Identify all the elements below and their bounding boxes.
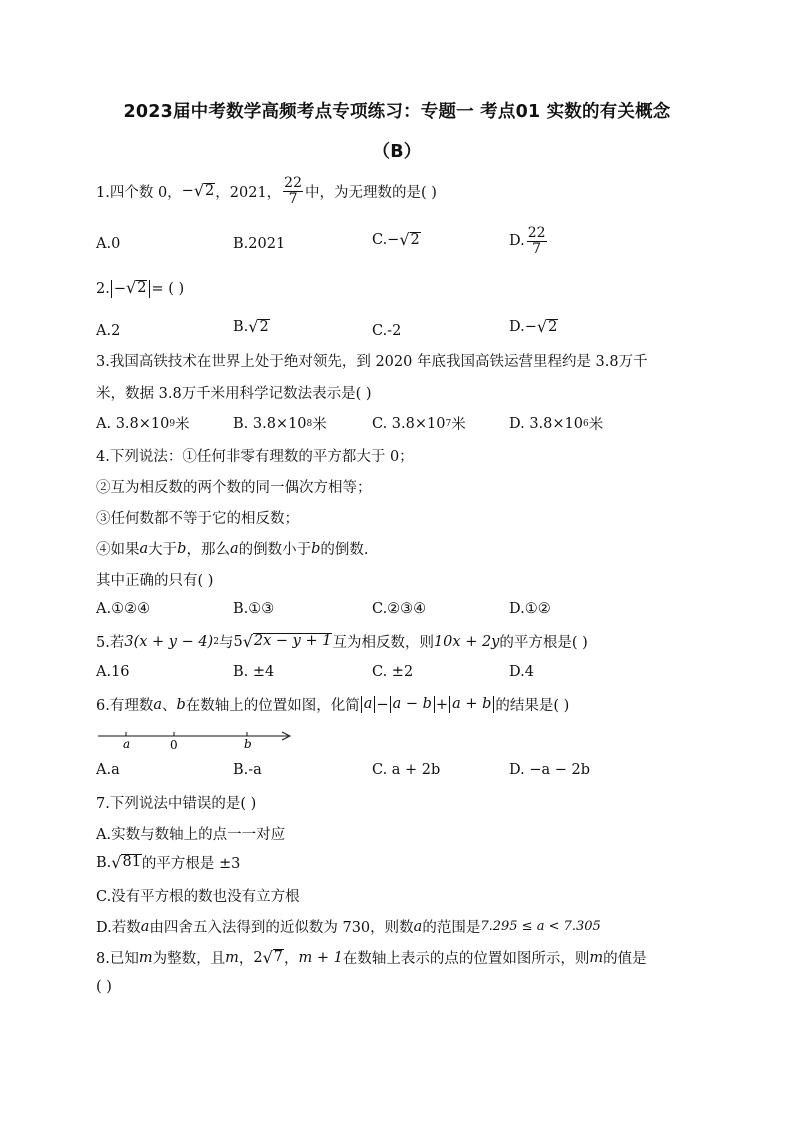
- q4-var-a2: a: [229, 540, 239, 557]
- q4-l4-e: 的倒数.: [320, 542, 369, 558]
- q1-fraction-num: 22: [284, 175, 302, 191]
- q2-option-d-prefix: D.−: [509, 319, 537, 336]
- q4-var-a: a: [139, 540, 149, 557]
- page-title-line2: （B）: [372, 142, 422, 162]
- q6-suffix: 的结果是( ): [495, 698, 570, 714]
- q4-option-c: C.②③④: [372, 601, 427, 617]
- q7-option-b-suffix: 的平方根是 ±3: [141, 856, 241, 872]
- q5-expr1: 3(x + y − 4): [124, 633, 214, 650]
- q4-var-b2: b: [311, 540, 321, 557]
- q5-exp1: 2: [213, 636, 219, 647]
- question-2-stem: [96, 280, 184, 298]
- q3-option-a-exp: 9: [169, 418, 176, 429]
- q2-option-b-sqrt: √ 2: [248, 317, 269, 337]
- question-4-stem-line2: ②互为相反数的两个数的同一偶次方相等；: [96, 480, 372, 496]
- q5-coef: 5: [233, 633, 243, 650]
- q1-prefix: 1.四个数 0，: [96, 184, 182, 201]
- q8-var-m2: m: [225, 949, 239, 966]
- q8-coef: 2: [253, 949, 263, 966]
- q2-sqrt: √ 2: [126, 278, 147, 298]
- q6-option-b: B.-a: [233, 762, 262, 778]
- q2-abs-minus: −: [113, 281, 126, 298]
- q4-l4-c: ，那么: [186, 542, 230, 558]
- question-8-stem-line2: ( ): [96, 979, 112, 995]
- q5-option-d: D.4: [509, 664, 534, 680]
- q7-option-b-sqrt: √ 81: [111, 852, 141, 872]
- q8-mid3: ，: [284, 951, 299, 967]
- page-title-line1: 2023届中考数学高频考点专项练习：专题一 考点01 实数的有关概念: [123, 102, 671, 122]
- q8-sqrt: √ 7: [262, 947, 284, 967]
- question-7-stem: 7.下列说法中错误的是( ): [96, 796, 257, 812]
- number-line-label-0: 0: [170, 738, 178, 752]
- q8-mid2: ，: [238, 951, 254, 967]
- q7-option-d-range: 7.295 ≤ a < 7.305: [480, 919, 601, 934]
- question-4-stem-line1: 4.下列说法：①任何非零有理数的平方都大于 0；: [96, 449, 414, 465]
- q7-option-d-mid2: 的范围是: [422, 920, 481, 936]
- q1-option-c-radicand: 2: [410, 232, 420, 248]
- q3-option-a-unit: 米: [175, 417, 190, 433]
- q1-option-d: [509, 226, 549, 256]
- q1-sep: ，2021，: [215, 184, 282, 201]
- q6-abs3-content: a + b: [452, 696, 492, 713]
- q6-prefix: 6.有理数: [96, 698, 154, 714]
- q5-expr2: 10x + 2y: [433, 633, 500, 650]
- q1-option-a: A.0: [96, 236, 121, 252]
- q4-option-d: D.①②: [509, 601, 551, 617]
- q4-l4-b: 大于: [148, 542, 178, 558]
- q4-option-a: A.①②④: [96, 601, 151, 617]
- q6-abs2-content: a − b: [392, 696, 432, 713]
- q6-var-b: b: [176, 696, 186, 713]
- q4-l4-d: 的倒数小于: [238, 542, 312, 558]
- q7-option-b-prefix: B.: [96, 854, 112, 871]
- q1-sqrt-radicand: 2: [205, 183, 215, 200]
- q2-abs: [111, 280, 151, 298]
- q6-option-c: C. a + 2b: [372, 762, 441, 778]
- q6-minus: −: [376, 696, 389, 713]
- q3-option-d-exp: 6: [583, 418, 589, 429]
- q1-sqrt: √ 2: [193, 181, 215, 201]
- q1-option-c-prefix: C.−: [372, 232, 400, 249]
- q6-plus: +: [435, 696, 449, 713]
- q3-option-b-base: B. 3.8×10: [233, 415, 307, 432]
- q2-option-b-radicand: 2: [259, 319, 269, 335]
- q8-var-m: m: [138, 949, 153, 966]
- q1-option-d-fraction: [527, 226, 547, 256]
- q2-sqrt-radicand: 2: [137, 280, 147, 296]
- q6-number-line: [96, 726, 306, 754]
- q6-abs1-content: a: [363, 696, 373, 713]
- q3-option-a: [96, 413, 190, 434]
- question-4-stem-line5: 其中正确的只有( ): [96, 573, 214, 589]
- question-3-stem-line1: 3.我国高铁技术在世界上处于绝对领先，到 2020 年底我国高铁运营里程约是 3.8万千: [96, 354, 648, 370]
- question-6-stem: [96, 694, 569, 715]
- q5-option-c: C. ±2: [372, 664, 414, 680]
- q5-mid: 与: [218, 635, 234, 651]
- q1-option-d-den: 7: [532, 240, 542, 257]
- q2-option-b-prefix: B.: [233, 319, 249, 336]
- q1-option-b: B.2021: [233, 236, 286, 252]
- q7-option-b: [96, 852, 240, 873]
- q1-suffix: 中，为无理数的是( ): [305, 184, 437, 201]
- q3-option-d-base: D. 3.8×10: [509, 415, 583, 432]
- q7-option-d-prefix: D.若数: [96, 920, 141, 936]
- q6-abs1: [361, 696, 376, 713]
- q6-option-d: D. −a − 2b: [509, 762, 590, 778]
- q8-var-m3: m: [589, 949, 604, 966]
- q3-option-d-unit: 米: [588, 417, 604, 433]
- q4-option-b: B.①③: [233, 601, 275, 617]
- q8-mid4: 在数轴上表示的点的位置如图所示，则: [342, 951, 590, 967]
- q6-abs3: [449, 696, 494, 713]
- q5-suffix: 的平方根是( ): [499, 635, 588, 651]
- q6-mid: 在数轴上的位置如图，化简: [185, 698, 360, 714]
- question-4-stem-line3: ③任何数都不等于它的相反数；: [96, 511, 299, 527]
- q7-option-a: A.实数与数轴上的点一一对应: [96, 827, 286, 843]
- question-3-stem-line2: 米，数据 3.8万千米用科学记数法表示是( ): [96, 386, 372, 402]
- q6-option-a: A.a: [96, 762, 120, 778]
- q8-prefix: 8.已知: [96, 951, 139, 967]
- q6-sep: 、: [162, 698, 177, 714]
- q5-option-a: A.16: [96, 664, 130, 680]
- q2-option-d: [509, 319, 558, 335]
- q1-fraction: [283, 176, 303, 206]
- q7-option-d-var: a: [140, 918, 150, 935]
- q3-option-c: [372, 413, 466, 434]
- q1-fraction-den: 7: [288, 190, 298, 207]
- q7-option-d-mid: 由四舍五入法得到的近似数为 730，则数: [149, 920, 414, 936]
- q5-sqrt: √ 2x − y + 1: [242, 631, 332, 651]
- q2-option-c: C.-2: [372, 323, 402, 339]
- q8-radicand: 7: [273, 949, 284, 966]
- q3-option-b-exp: 8: [306, 418, 313, 429]
- q3-option-d: [509, 413, 603, 434]
- q3-option-b: [233, 413, 327, 434]
- q3-option-b-unit: 米: [312, 417, 327, 433]
- q4-l4-a: ④如果: [96, 542, 140, 558]
- q5-radicand: 2x − y + 1: [253, 633, 332, 650]
- q6-var-a: a: [153, 696, 162, 713]
- q3-option-a-base: A. 3.8×10: [96, 415, 170, 432]
- question-1-stem: [96, 176, 437, 206]
- q7-option-d: [96, 916, 601, 937]
- q1-option-d-num: 22: [527, 225, 546, 241]
- q7-option-c: C.没有平方根的数也没有立方根: [96, 889, 300, 905]
- q3-option-c-exp: 7: [445, 418, 452, 429]
- q2-suffix: = ( ): [151, 280, 185, 297]
- question-8-stem-line1: [96, 947, 647, 968]
- q2-option-d-radicand: 2: [548, 319, 558, 335]
- q5-mid2: 互为相反数，则: [332, 635, 434, 651]
- number-line-label-a: a: [123, 737, 131, 751]
- q2-option-b: [233, 319, 270, 335]
- q4-var-b: b: [177, 540, 187, 557]
- q5-option-b: B. ±4: [233, 664, 275, 680]
- q1-option-c-sqrt: √ 2: [399, 230, 420, 250]
- q1-option-c: [372, 232, 421, 248]
- q7-option-d-var2: a: [413, 918, 423, 935]
- q3-option-c-base: C. 3.8×10: [372, 415, 446, 432]
- q6-abs2: [390, 696, 435, 713]
- q2-prefix: 2.: [96, 280, 110, 297]
- number-line-label-b: b: [244, 737, 252, 751]
- q1-option-d-prefix: D.: [509, 233, 525, 250]
- q2-option-d-sqrt: √ 2: [536, 317, 558, 337]
- q2-option-a: A.2: [96, 323, 121, 339]
- q5-prefix: 5.若: [96, 635, 125, 651]
- q8-suffix: 的值是: [603, 951, 647, 967]
- q8-expr: m + 1: [298, 949, 343, 966]
- question-4-stem-line4: [96, 538, 369, 559]
- q7-option-b-radicand: 81: [122, 854, 141, 871]
- question-5-stem: [96, 631, 588, 652]
- q1-neg-sign: −: [181, 183, 194, 200]
- q3-option-c-unit: 米: [451, 417, 466, 433]
- q8-mid1: 为整数，且: [152, 951, 226, 967]
